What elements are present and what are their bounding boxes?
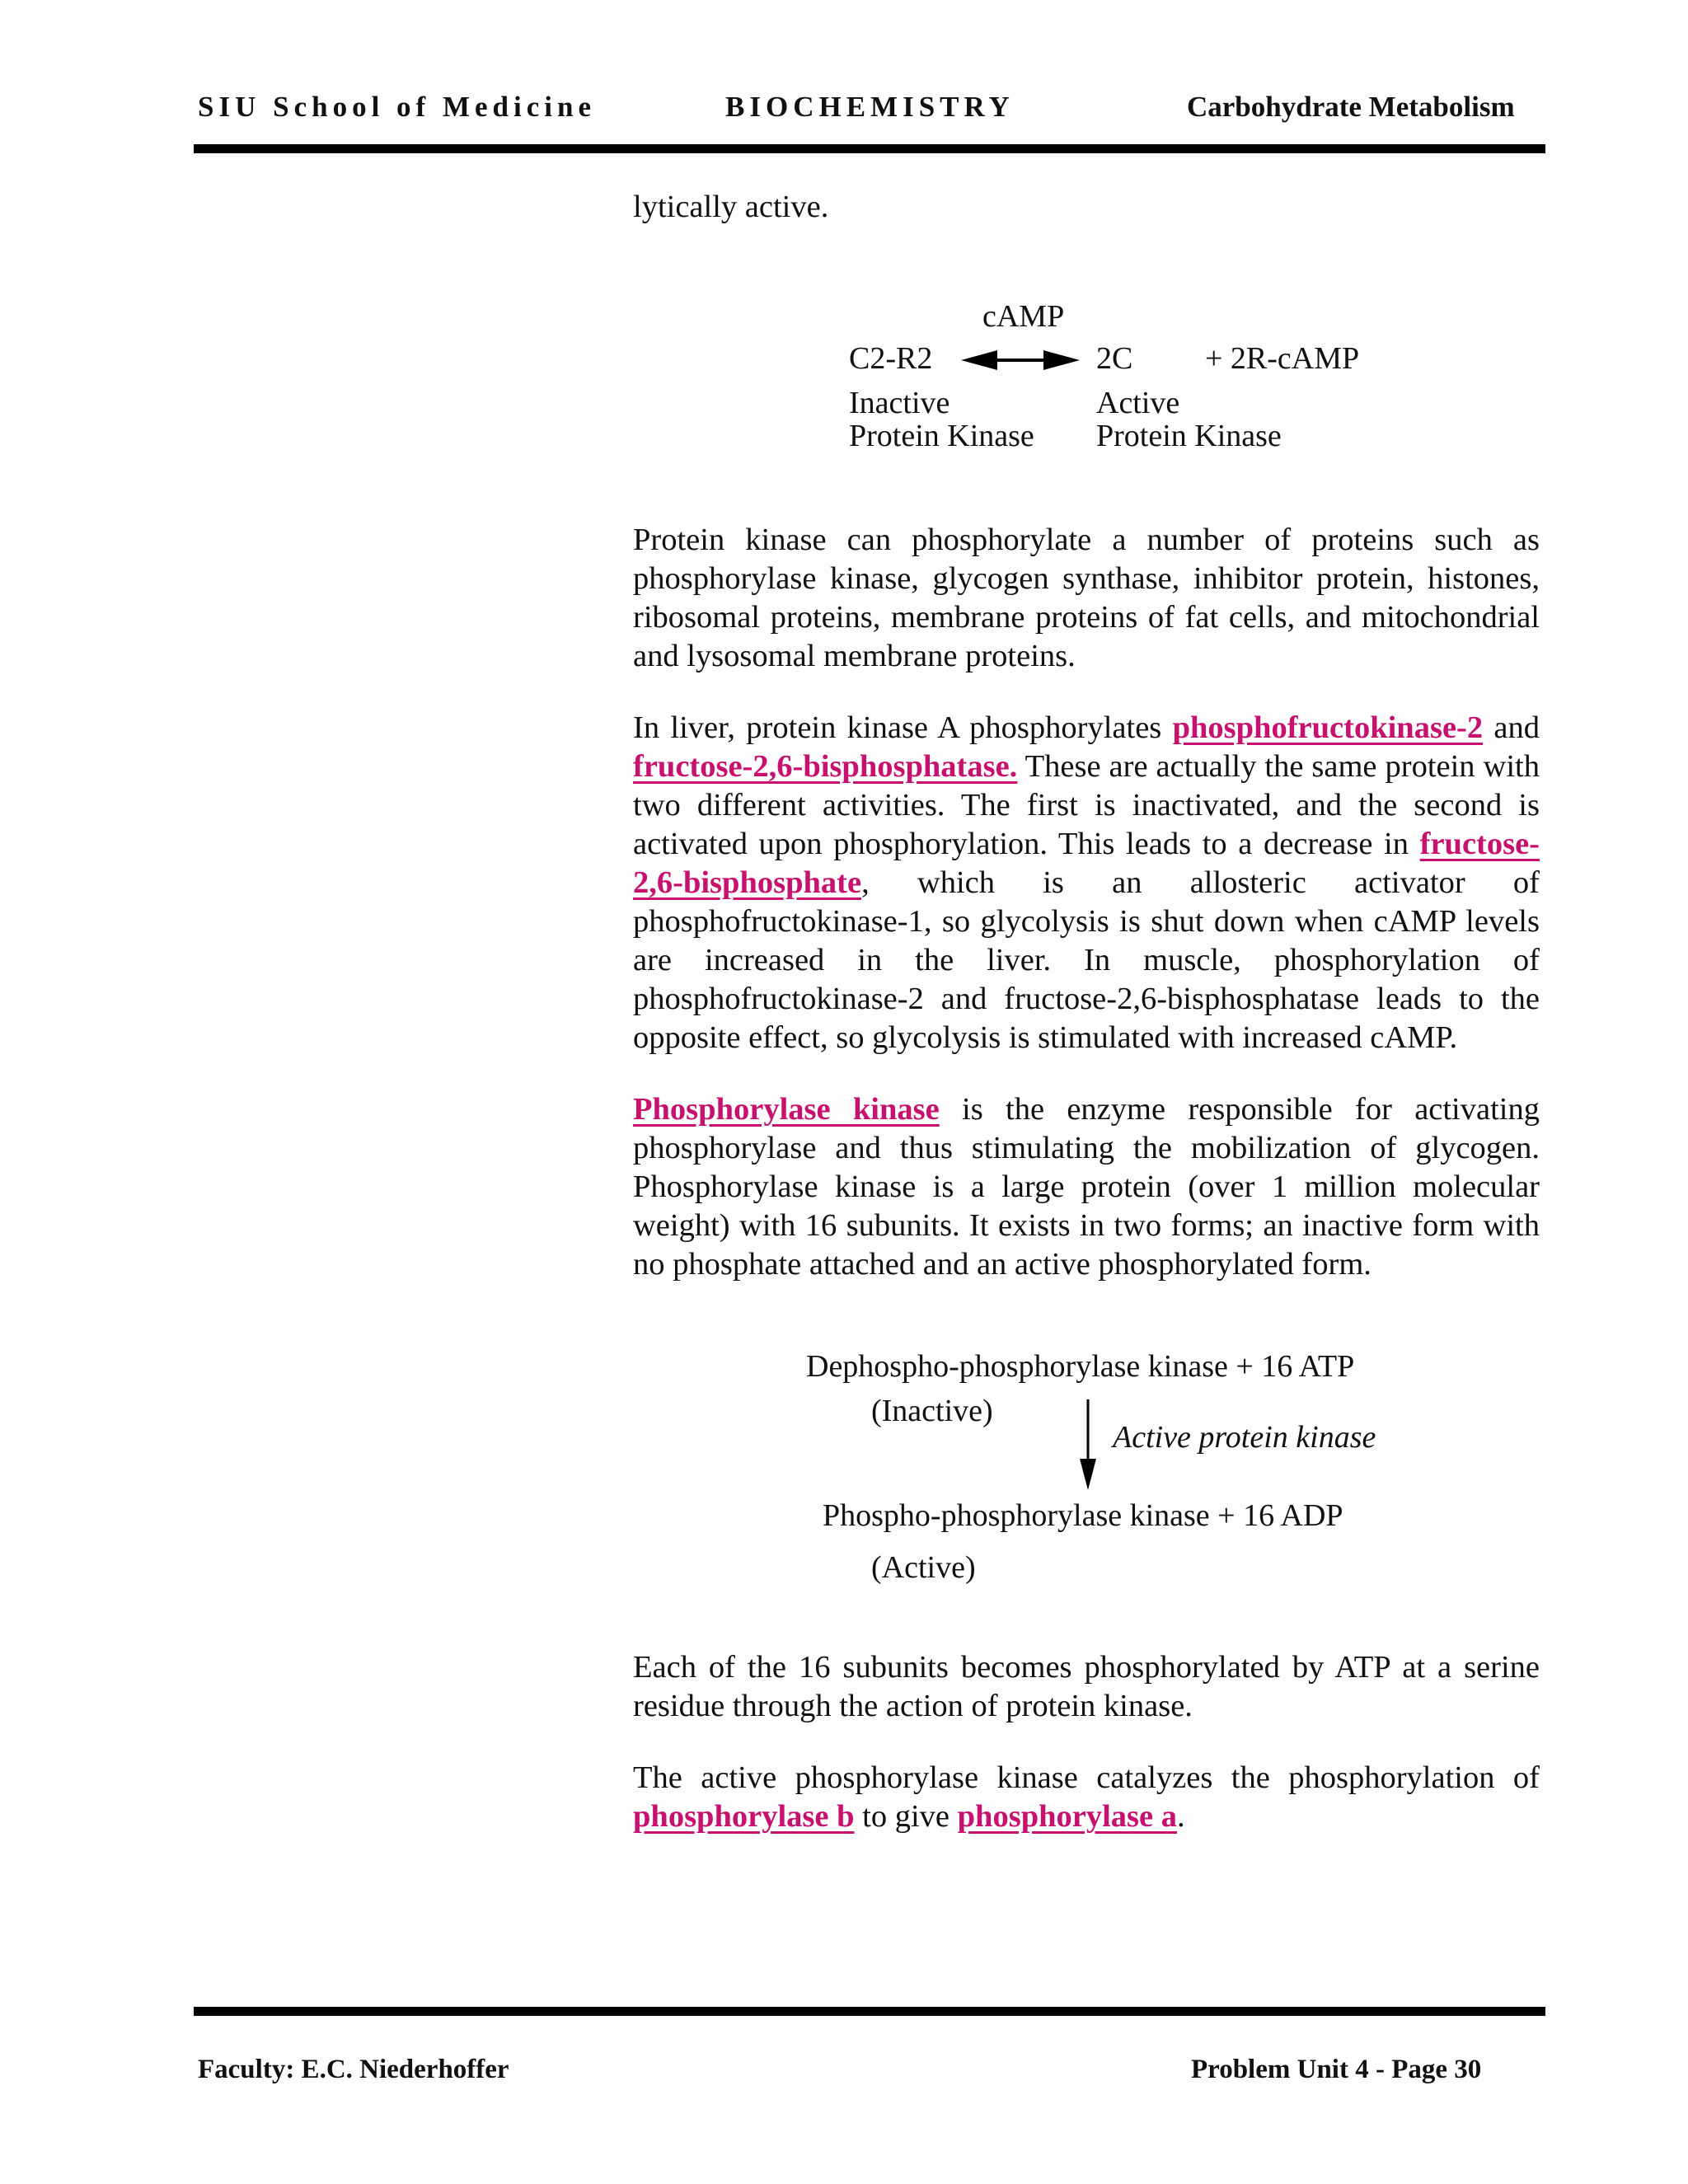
paragraph-protein-kinase: Protein kinase can phosphorylate a number of proteins such as phosphorylase kinase, glycogen synthase, inhibitor protein, histones, ribosomal proteins, membrane proteins of fat cells, and mitochondrial and lysosomal membrane proteins. <box>633 523 1540 673</box>
2c-label: 2C <box>1096 341 1133 376</box>
c2r2-label: C2-R2 <box>849 341 933 376</box>
enzyme-label: Active protein kinase <box>1113 1420 1376 1455</box>
link-fructose-bisphosphatase[interactable]: fructose-2,6-bisphosphatase. <box>633 749 1018 784</box>
paragraph-text: . <box>1177 1799 1185 1834</box>
active-kinase-label: Protein Kinase <box>1096 419 1282 453</box>
footer-page: Problem Unit 4 - Page 30 <box>1191 2055 1482 2084</box>
inactive-kinase-label: Protein Kinase <box>849 419 1034 453</box>
products-label: Phospho-phosphorylase kinase + 16 ADP <box>823 1498 1343 1533</box>
link-phosphofructokinase-2[interactable]: phosphofructokinase-2 <box>1172 710 1484 745</box>
paragraph-text: and <box>1483 710 1540 745</box>
paragraph-text: , which is an allosteric activator of phosphofructokinase-1, so glycolysis is shut down when cAMP levels are increased in the liver. In muscle, phosphorylation of phosphofructokinase-2 and fructose-2,6-bisphosphatase leads to the opposite effect, so glycolysis is stimulated with increased cAMP. <box>633 865 1540 1055</box>
paragraph-text: In liver, protein kinase A phosphorylates <box>633 710 1173 745</box>
paragraph-text: is the enzyme responsible for activating phosphorylase and thus stimulating the mobilization of glycogen. Phosphorylase kinase is a large protein (over 1 million molecular weight) with 16 subunits. It exists in two forms; an inactive form with no phosphate attached and an active phosphorylated form. <box>633 1092 1540 1282</box>
header-school: SIU School of Medicine <box>198 91 596 123</box>
paragraph-text: These are actually the same protein with two different activities. The first is inactivated, and the second is activated upon phosphorylation. This leads to a decrease in <box>633 749 1540 861</box>
2r-camp-label: + 2R-cAMP <box>1205 341 1360 376</box>
paragraph-liver <box>633 709 1540 1057</box>
paragraph-phosphorylase-kinase <box>633 1090 1540 1284</box>
active-state-label: (Active) <box>871 1550 976 1585</box>
intro-text: lytically active. <box>633 190 829 224</box>
camp-label: cAMP <box>982 299 1065 334</box>
link-phosphorylase-kinase[interactable]: Phosphorylase kinase <box>633 1092 940 1127</box>
down-arrow-icon <box>1076 1399 1100 1490</box>
footer-rule <box>194 2007 1545 2016</box>
paragraph-text: The active phosphorylase kinase catalyzes the phosphorylation of <box>633 1760 1540 1795</box>
link-phosphorylase-b[interactable]: phosphorylase b <box>633 1799 855 1834</box>
link-fructose-bisphosphate[interactable]: fructose-2,6-bisphosphate <box>633 827 1540 900</box>
link-phosphorylase-a[interactable]: phosphorylase a <box>957 1799 1178 1834</box>
header-topic: Carbohydrate Metabolism <box>1187 91 1515 123</box>
active-label: Active <box>1096 386 1180 420</box>
paragraph-subunits: Each of the 16 subunits becomes phosphorylated by ATP at a serine residue through the action of protein kinase. <box>633 1650 1540 1723</box>
paragraph-text: to give <box>854 1799 958 1834</box>
inactive-state-label: (Inactive) <box>871 1394 993 1428</box>
inactive-label: Inactive <box>849 386 950 420</box>
header-rule <box>194 144 1545 153</box>
footer-faculty: Faculty: E.C. Niederhoffer <box>198 2055 509 2084</box>
paragraph-phosphorylase <box>633 1759 1540 1836</box>
reactants-label: Dephospho-phosphorylase kinase + 16 ATP <box>806 1349 1355 1384</box>
header-subject: BIOCHEMISTRY <box>725 91 1015 123</box>
double-arrow-icon <box>961 346 1080 374</box>
